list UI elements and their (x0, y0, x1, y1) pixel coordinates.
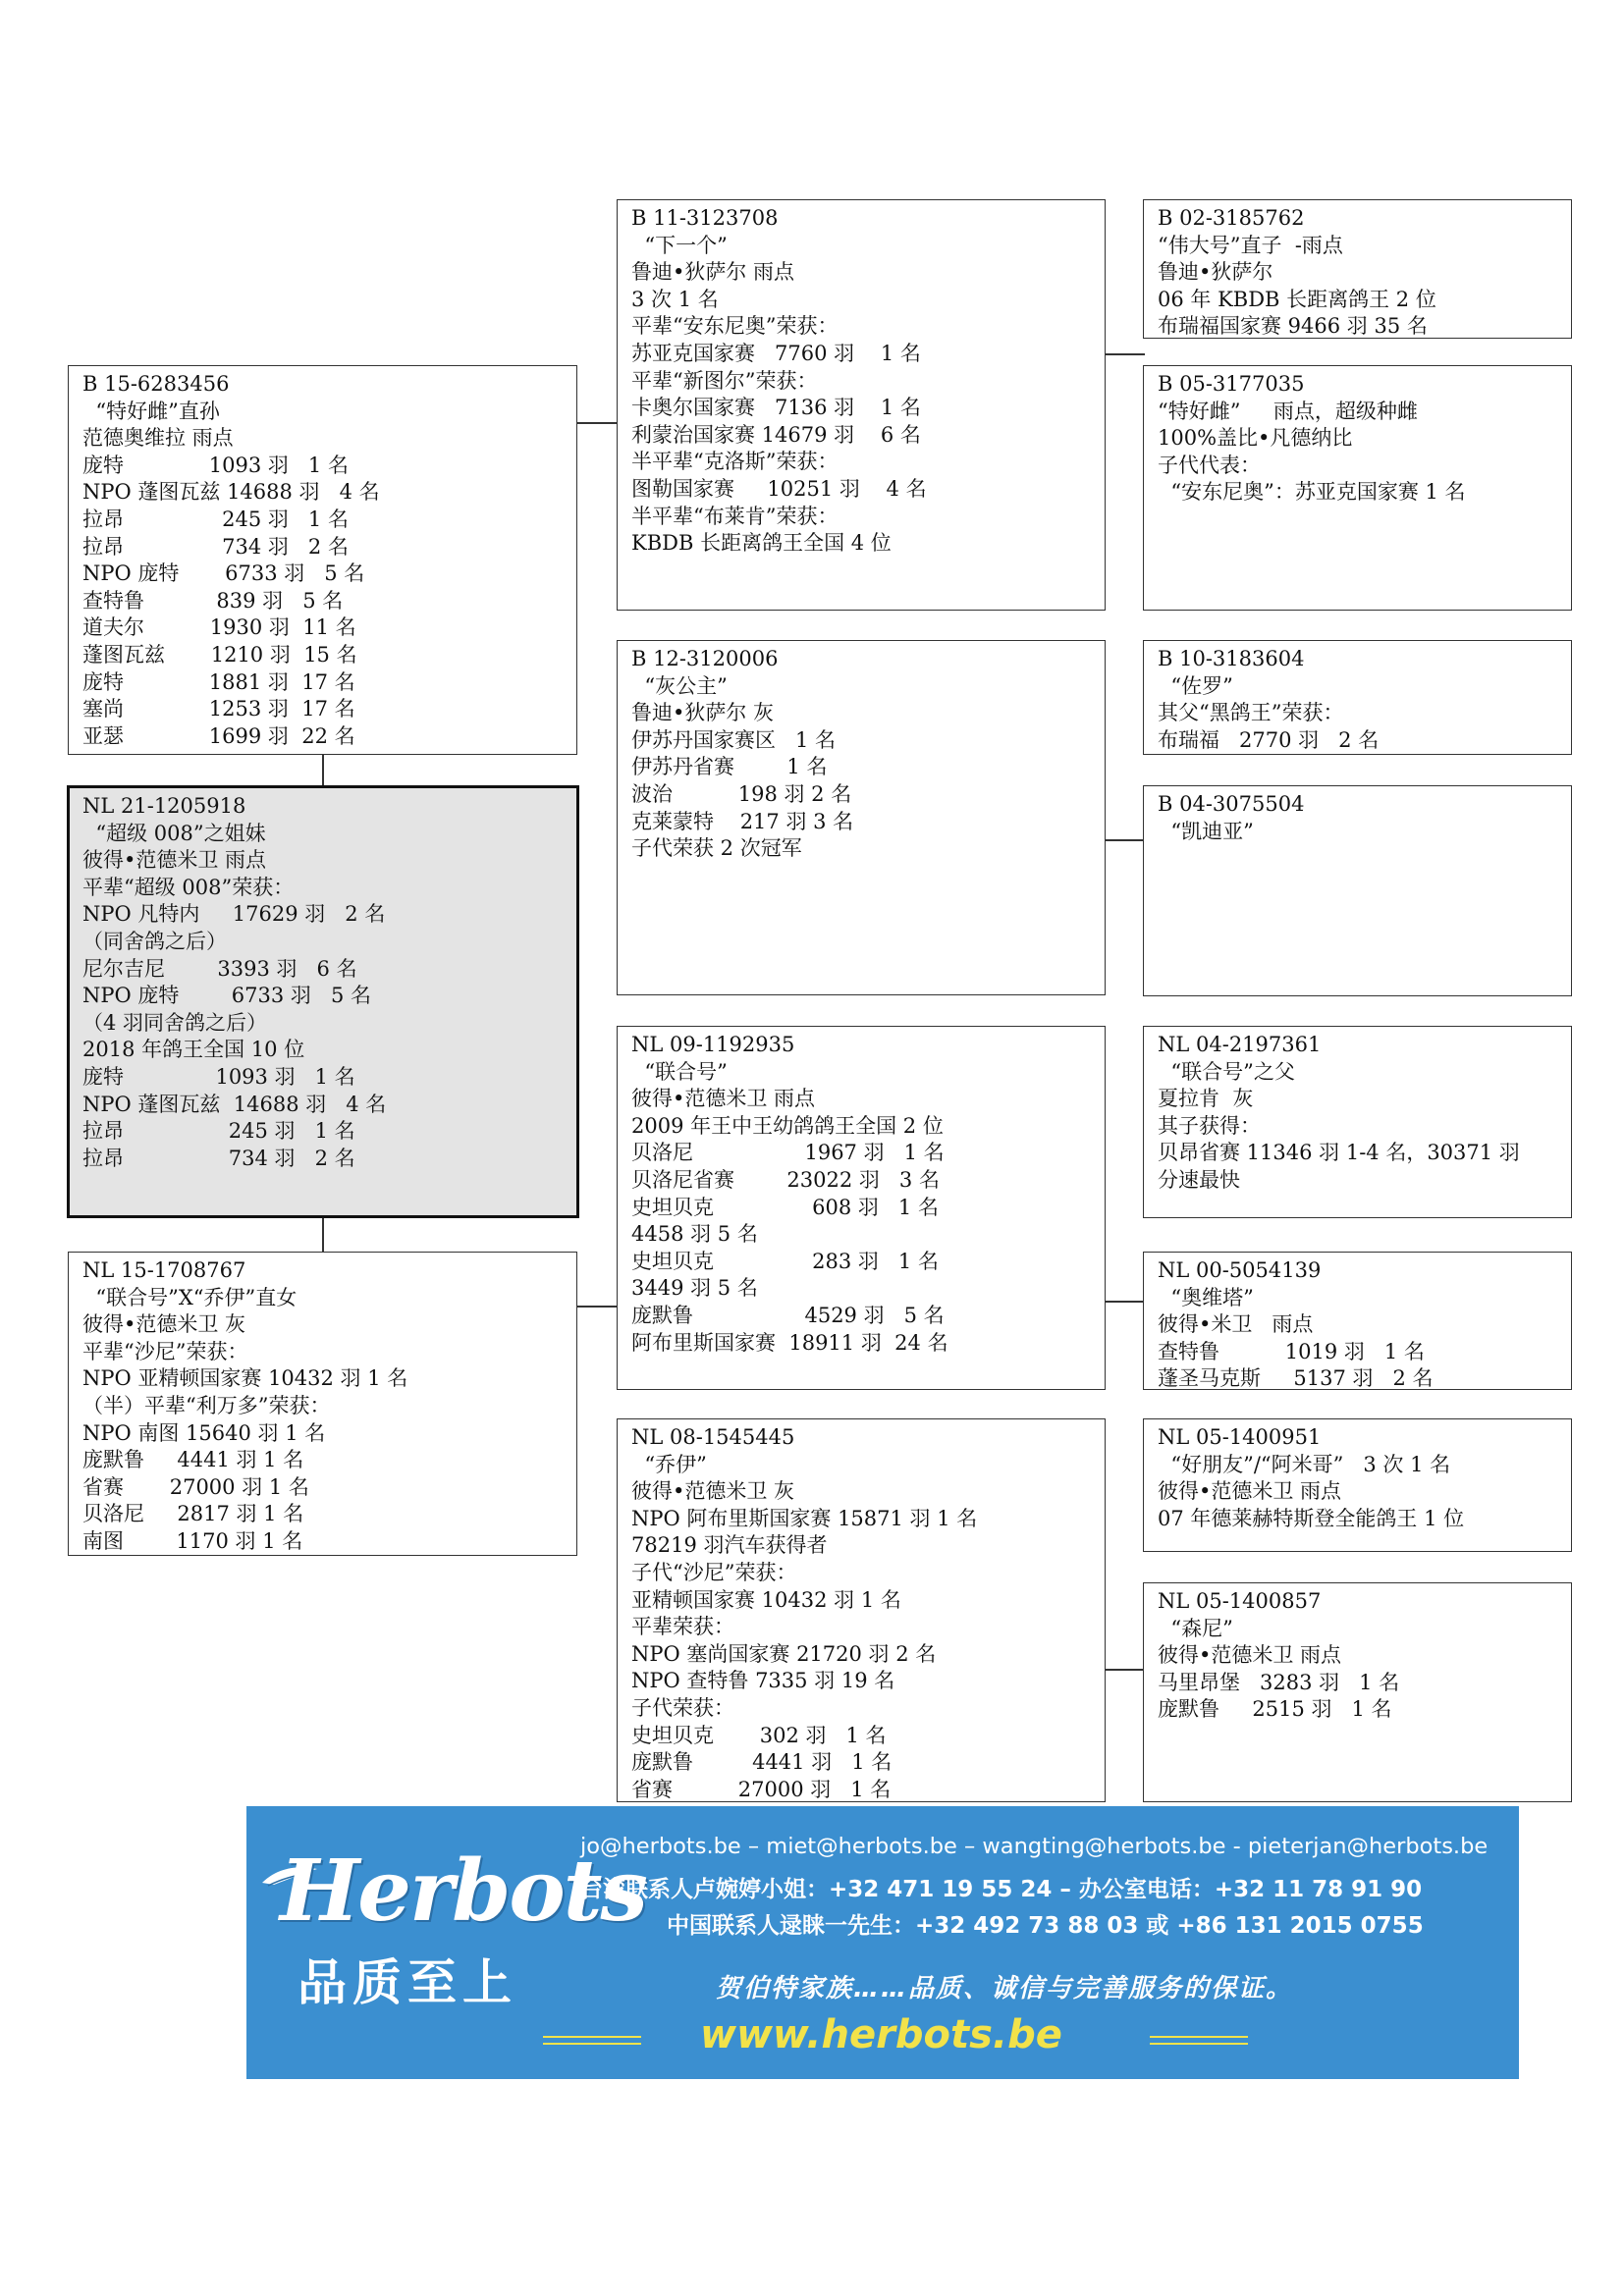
pedigree-line: “联合号”X“乔伊”直女 (82, 1285, 298, 1309)
pedigree-line: NPO 南图 15640 羽 1 名 (82, 1420, 326, 1445)
pedigree-line: 马里昂堡 3283 羽 1 名 (1158, 1670, 1400, 1694)
pedigree-line: B 11-3123708 (631, 206, 779, 230)
pedigree-line: 2018 年鸽王全国 10 位 (82, 1038, 305, 1062)
pedigree-line: 彼得•范德米卫 灰 (82, 1312, 246, 1337)
pedigree-line: B 04-3075504 (1158, 792, 1305, 816)
pedigree-line: 布瑞福 2770 羽 2 名 (1158, 727, 1380, 752)
pedigree-line: （半）平辈“利万多”荣获： (82, 1393, 331, 1417)
pedigree-box-gen3-mother-father (1143, 640, 1572, 755)
pedigree-box-gen3-mother-mother (1143, 785, 1572, 996)
pedigree-line: “灰公主” (631, 673, 728, 698)
decorative-line (1150, 2043, 1248, 2045)
pedigree-line: 史坦贝克 608 羽 1 名 (631, 1195, 939, 1219)
pedigree-box-gen3-father-mother (1143, 365, 1572, 611)
pedigree-line: 贝洛尼 1967 羽 1 名 (631, 1141, 945, 1165)
pedigree-line: “森尼” (1158, 1616, 1233, 1640)
pedigree-line: 塞尚 1253 羽 17 名 (82, 697, 355, 721)
pedigree-line: 查特鲁 1019 羽 1 名 (1158, 1339, 1425, 1363)
pedigree-line: （同舍鸽之后） (82, 929, 227, 953)
pedigree-line: 06 年 KBDB 长距离鸽王 2 位 (1158, 287, 1436, 311)
pedigree-line: 蓬图瓦兹 1210 羽 15 名 (82, 642, 357, 667)
pedigree-line: 南图 1170 羽 1 名 (82, 1528, 303, 1553)
pedigree-line: B 15-6283456 (82, 372, 230, 396)
pedigree-line: NL 08-1545445 (631, 1425, 795, 1449)
pedigree-line: 拉昂 245 羽 1 名 (82, 1119, 355, 1144)
pedigree-line: 庞特 1881 羽 17 名 (82, 669, 355, 694)
email-contacts: jo@herbots.be – miet@herbots.be – wangting@herbots.be - pieterjan@herbots.be (580, 1834, 1489, 1859)
pedigree-box-gen3-mm-mother-father (1143, 1418, 1572, 1552)
pedigree-line: 彼得•范德米卫 雨点 (1158, 1643, 1342, 1668)
pedigree-line: NPO 庞特 6733 羽 5 名 (82, 561, 365, 586)
pedigree-line: “佐罗” (1158, 673, 1233, 698)
pedigree-line: 100%盖比•凡德纳比 (1158, 426, 1353, 451)
pedigree-line: 卡奥尔国家赛 7136 羽 1 名 (631, 396, 921, 420)
connector-line (1104, 839, 1145, 841)
pedigree-line: 庞默鲁 2515 羽 1 名 (1158, 1697, 1392, 1722)
pedigree-line: 子代“沙尼”荣获： (631, 1560, 797, 1584)
pedigree-line: “安东尼奥”：苏亚克国家赛 1 名 (1158, 480, 1466, 505)
pedigree-line: 彼得•范德米卫 灰 (631, 1479, 795, 1504)
pedigree-box-gen2-mother-father (617, 1026, 1106, 1390)
pedigree-line: 拉昂 734 羽 2 名 (82, 1146, 355, 1170)
pedigree-line: “好朋友”/“阿米哥” 3 次 1 名 (1158, 1452, 1451, 1476)
pedigree-line: 省赛 27000 羽 1 名 (82, 1474, 309, 1499)
pedigree-line: 尼尔吉尼 3393 羽 6 名 (82, 956, 357, 981)
pedigree-line: B 05-3177035 (1158, 372, 1305, 396)
pedigree-line: NL 09-1192935 (631, 1033, 795, 1056)
pedigree-box-gen3-father-father (1143, 199, 1572, 339)
pedigree-line: 利蒙治国家赛 14679 羽 6 名 (631, 422, 921, 447)
pedigree-line: 2009 年王中王幼鸽鸽王全国 2 位 (631, 1113, 944, 1138)
connector-line (575, 1306, 617, 1308)
pedigree-line: 伊苏丹省赛 1 名 (631, 755, 828, 779)
pedigree-line: 庞默鲁 4441 羽 1 名 (631, 1750, 893, 1775)
connector-line (322, 753, 324, 786)
pedigree-line: 查特鲁 839 羽 5 名 (82, 588, 344, 613)
pedigree-line: 3449 羽 5 名 (631, 1276, 758, 1301)
pedigree-line: KBDB 长距离鸽王全国 4 位 (631, 531, 892, 556)
pedigree-line: 鲁迪•狄萨尔 雨点 (631, 260, 795, 285)
pedigree-line: 蓬圣马克斯 5137 羽 2 名 (1158, 1366, 1434, 1390)
pedigree-line: 4458 羽 5 名 (631, 1222, 758, 1247)
pedigree-line: 史坦贝克 283 羽 1 名 (631, 1249, 939, 1273)
pedigree-box-gen2-father-father (617, 199, 1106, 611)
pedigree-line: NL 04-2197361 (1158, 1033, 1322, 1056)
pedigree-line: 彼得•米卫 雨点 (1158, 1312, 1314, 1337)
pedigree-box-gen2-mother-mother (617, 1418, 1106, 1802)
pedigree-line: NPO 塞尚国家赛 21720 羽 2 名 (631, 1641, 937, 1666)
pedigree-line: “联合号” (631, 1059, 728, 1084)
pedigree-line: “乔伊” (631, 1452, 707, 1476)
pedigree-line: 鲁迪•狄萨尔 灰 (631, 701, 775, 725)
decorative-line (1150, 2036, 1248, 2038)
pedigree-line: “特好雌”直孙 (82, 399, 220, 423)
connector-line (1104, 1301, 1145, 1303)
pedigree-line: 子代荣获： (631, 1695, 734, 1720)
pedigree-line: NL 05-1400857 (1158, 1589, 1322, 1613)
pedigree-line: 鲁迪•狄萨尔 (1158, 260, 1273, 285)
motto-text: 贺伯特家族……品质、诚信与完善服务的保证。 (716, 1974, 1294, 2003)
pedigree-line: NL 05-1400951 (1158, 1425, 1322, 1449)
pedigree-line: 克莱蒙特 217 羽 3 名 (631, 809, 854, 833)
pedigree-line: 庞默鲁 4529 羽 5 名 (631, 1303, 945, 1327)
pedigree-box-subject (67, 785, 579, 1218)
pedigree-line: 布瑞福国家赛 9466 羽 35 名 (1158, 314, 1428, 339)
pedigree-line: “奥维塔” (1158, 1285, 1254, 1309)
pedigree-line: NL 00-5054139 (1158, 1258, 1322, 1282)
pedigree-line: 平辈“安东尼奥”荣获： (631, 314, 839, 339)
pedigree-line: 平辈“超级 008”荣获： (82, 875, 295, 899)
pedigree-line: “联合号”之父 (1158, 1059, 1295, 1084)
connector-line (575, 422, 617, 424)
pedigree-line: 贝洛尼省赛 23022 羽 3 名 (631, 1167, 940, 1192)
pedigree-line: 庞默鲁 4441 羽 1 名 (82, 1448, 304, 1472)
pedigree-line: 亚瑟 1699 羽 22 名 (82, 723, 355, 748)
pedigree-line: NPO 亚精顿国家赛 10432 羽 1 名 (82, 1366, 408, 1391)
herbots-banner (246, 1806, 1519, 2079)
pedigree-line: 图勒国家赛 10251 羽 4 名 (631, 476, 927, 501)
pedigree-box-gen3-mm-father-mother (1143, 1252, 1572, 1390)
pedigree-line: B 02-3185762 (1158, 206, 1305, 230)
pedigree-line: NL 21-1205918 (82, 794, 246, 818)
pedigree-line: 范德奥维拉 雨点 (82, 426, 234, 451)
decorative-line (543, 2043, 641, 2045)
pedigree-line: 平辈荣获： (631, 1615, 734, 1639)
pedigree-line: 彼得•范德米卫 雨点 (631, 1087, 816, 1111)
pedigree-line: 子代荣获 2 次冠军 (631, 836, 802, 861)
pedigree-line: B 12-3120006 (631, 647, 779, 670)
website-link[interactable]: www.herbots.be (700, 2012, 1062, 2057)
pedigree-line: NPO 凡特内 17629 羽 2 名 (82, 902, 386, 927)
connector-line (1104, 353, 1145, 355)
pedigree-box-gen3-mm-mother-mother (1143, 1582, 1572, 1802)
pedigree-line: “伟大号”直子 -雨点 (1158, 233, 1343, 257)
pedigree-line: 78219 羽汽车获得者 (631, 1533, 828, 1558)
pedigree-line: 3 次 1 名 (631, 287, 719, 311)
pedigree-line: 07 年德莱赫特斯登全能鸽王 1 位 (1158, 1506, 1465, 1530)
pedigree-box-gen1-mother (68, 1252, 577, 1556)
pedigree-line: 子代代表： (1158, 453, 1261, 477)
decorative-line (543, 2036, 641, 2038)
pedigree-line: 半平辈“布莱肯”荣获： (631, 504, 839, 528)
pedigree-line: 省赛 27000 羽 1 名 (631, 1777, 892, 1801)
pedigree-line: 半平辈“克洛斯”荣获： (631, 450, 839, 474)
pedigree-line: 史坦贝克 302 羽 1 名 (631, 1723, 887, 1747)
pedigree-line: 夏拉肯 灰 (1158, 1087, 1254, 1111)
pedigree-line: 庞特 1093 羽 1 名 (82, 453, 349, 477)
pedigree-line: “凯迪亚” (1158, 819, 1254, 843)
pedigree-line: 亚精顿国家赛 10432 羽 1 名 (631, 1587, 901, 1612)
pedigree-line: 贝洛尼 2817 羽 1 名 (82, 1502, 304, 1526)
pedigree-line: 彼得•范德米卫 雨点 (82, 848, 267, 873)
pedigree-box-gen2-father-mother (617, 640, 1106, 995)
pedigree-line: NPO 阿布里斯国家赛 15871 羽 1 名 (631, 1506, 978, 1530)
pedigree-line: 波治 198 羽 2 名 (631, 781, 852, 806)
pedigree-line: 平辈“新图尔”荣获： (631, 368, 818, 393)
pedigree-line: “超级 008”之姐妹 (82, 821, 266, 845)
pedigree-line: “下一个” (631, 233, 728, 257)
pedigree-line: 苏亚克国家赛 7760 羽 1 名 (631, 341, 921, 365)
connector-line (322, 1216, 324, 1252)
pedigree-box-gen1-father (68, 365, 577, 755)
pedigree-line: （4 羽同舍鸽之后） (82, 1010, 268, 1035)
pedigree-line: “特好雌” 雨点，超级种雌 (1158, 399, 1418, 423)
pedigree-line: NPO 庞特 6733 羽 5 名 (82, 984, 371, 1008)
china-contact: 中国联系人逯睐一先生：+32 492 73 88 03 或 +86 131 2015 0755 (667, 1913, 1424, 1939)
pedigree-line: 分速最快 (1158, 1167, 1240, 1192)
pedigree-line: 庞特 1093 羽 1 名 (82, 1064, 355, 1089)
pedigree-line: 伊苏丹国家赛区 1 名 (631, 727, 837, 752)
pedigree-line: 其父“黑鸽王”荣获： (1158, 701, 1344, 725)
pedigree-line: B 10-3183604 (1158, 647, 1305, 670)
slogan-text: 品质至上 (298, 1954, 517, 2011)
pedigree-line: 彼得•范德米卫 雨点 (1158, 1479, 1342, 1504)
pedigree-line: NPO 蓬图瓦兹 14688 羽 4 名 (82, 1092, 387, 1116)
pedigree-line: 贝昂省赛 11346 羽 1-4 名，30371 羽 (1158, 1141, 1520, 1165)
pedigree-box-gen3-mm-father-father (1143, 1026, 1572, 1218)
pedigree-line: NPO 蓬图瓦兹 14688 羽 4 名 (82, 480, 380, 505)
connector-line (1104, 1669, 1145, 1671)
pedigree-line: 拉昂 734 羽 2 名 (82, 534, 349, 559)
pedigree-line: 道夫尔 1930 羽 11 名 (82, 615, 356, 640)
pedigree-line: NL 15-1708767 (82, 1258, 246, 1282)
herbots-logo: Herbots (280, 1842, 646, 1941)
pedigree-line: 拉昂 245 羽 1 名 (82, 507, 349, 531)
pedigree-line: 其子获得： (1158, 1113, 1261, 1138)
pedigree-line: NPO 查特鲁 7335 羽 19 名 (631, 1669, 895, 1693)
pedigree-line: 阿布里斯国家赛 18911 羽 24 名 (631, 1330, 948, 1355)
pedigree-line: 平辈“沙尼”荣获： (82, 1339, 248, 1363)
taiwan-contact: 台湾联系人卢婉婷小姐：+32 471 19 55 24 – 办公室电话：+32 11 78 91 90 (580, 1877, 1423, 1902)
